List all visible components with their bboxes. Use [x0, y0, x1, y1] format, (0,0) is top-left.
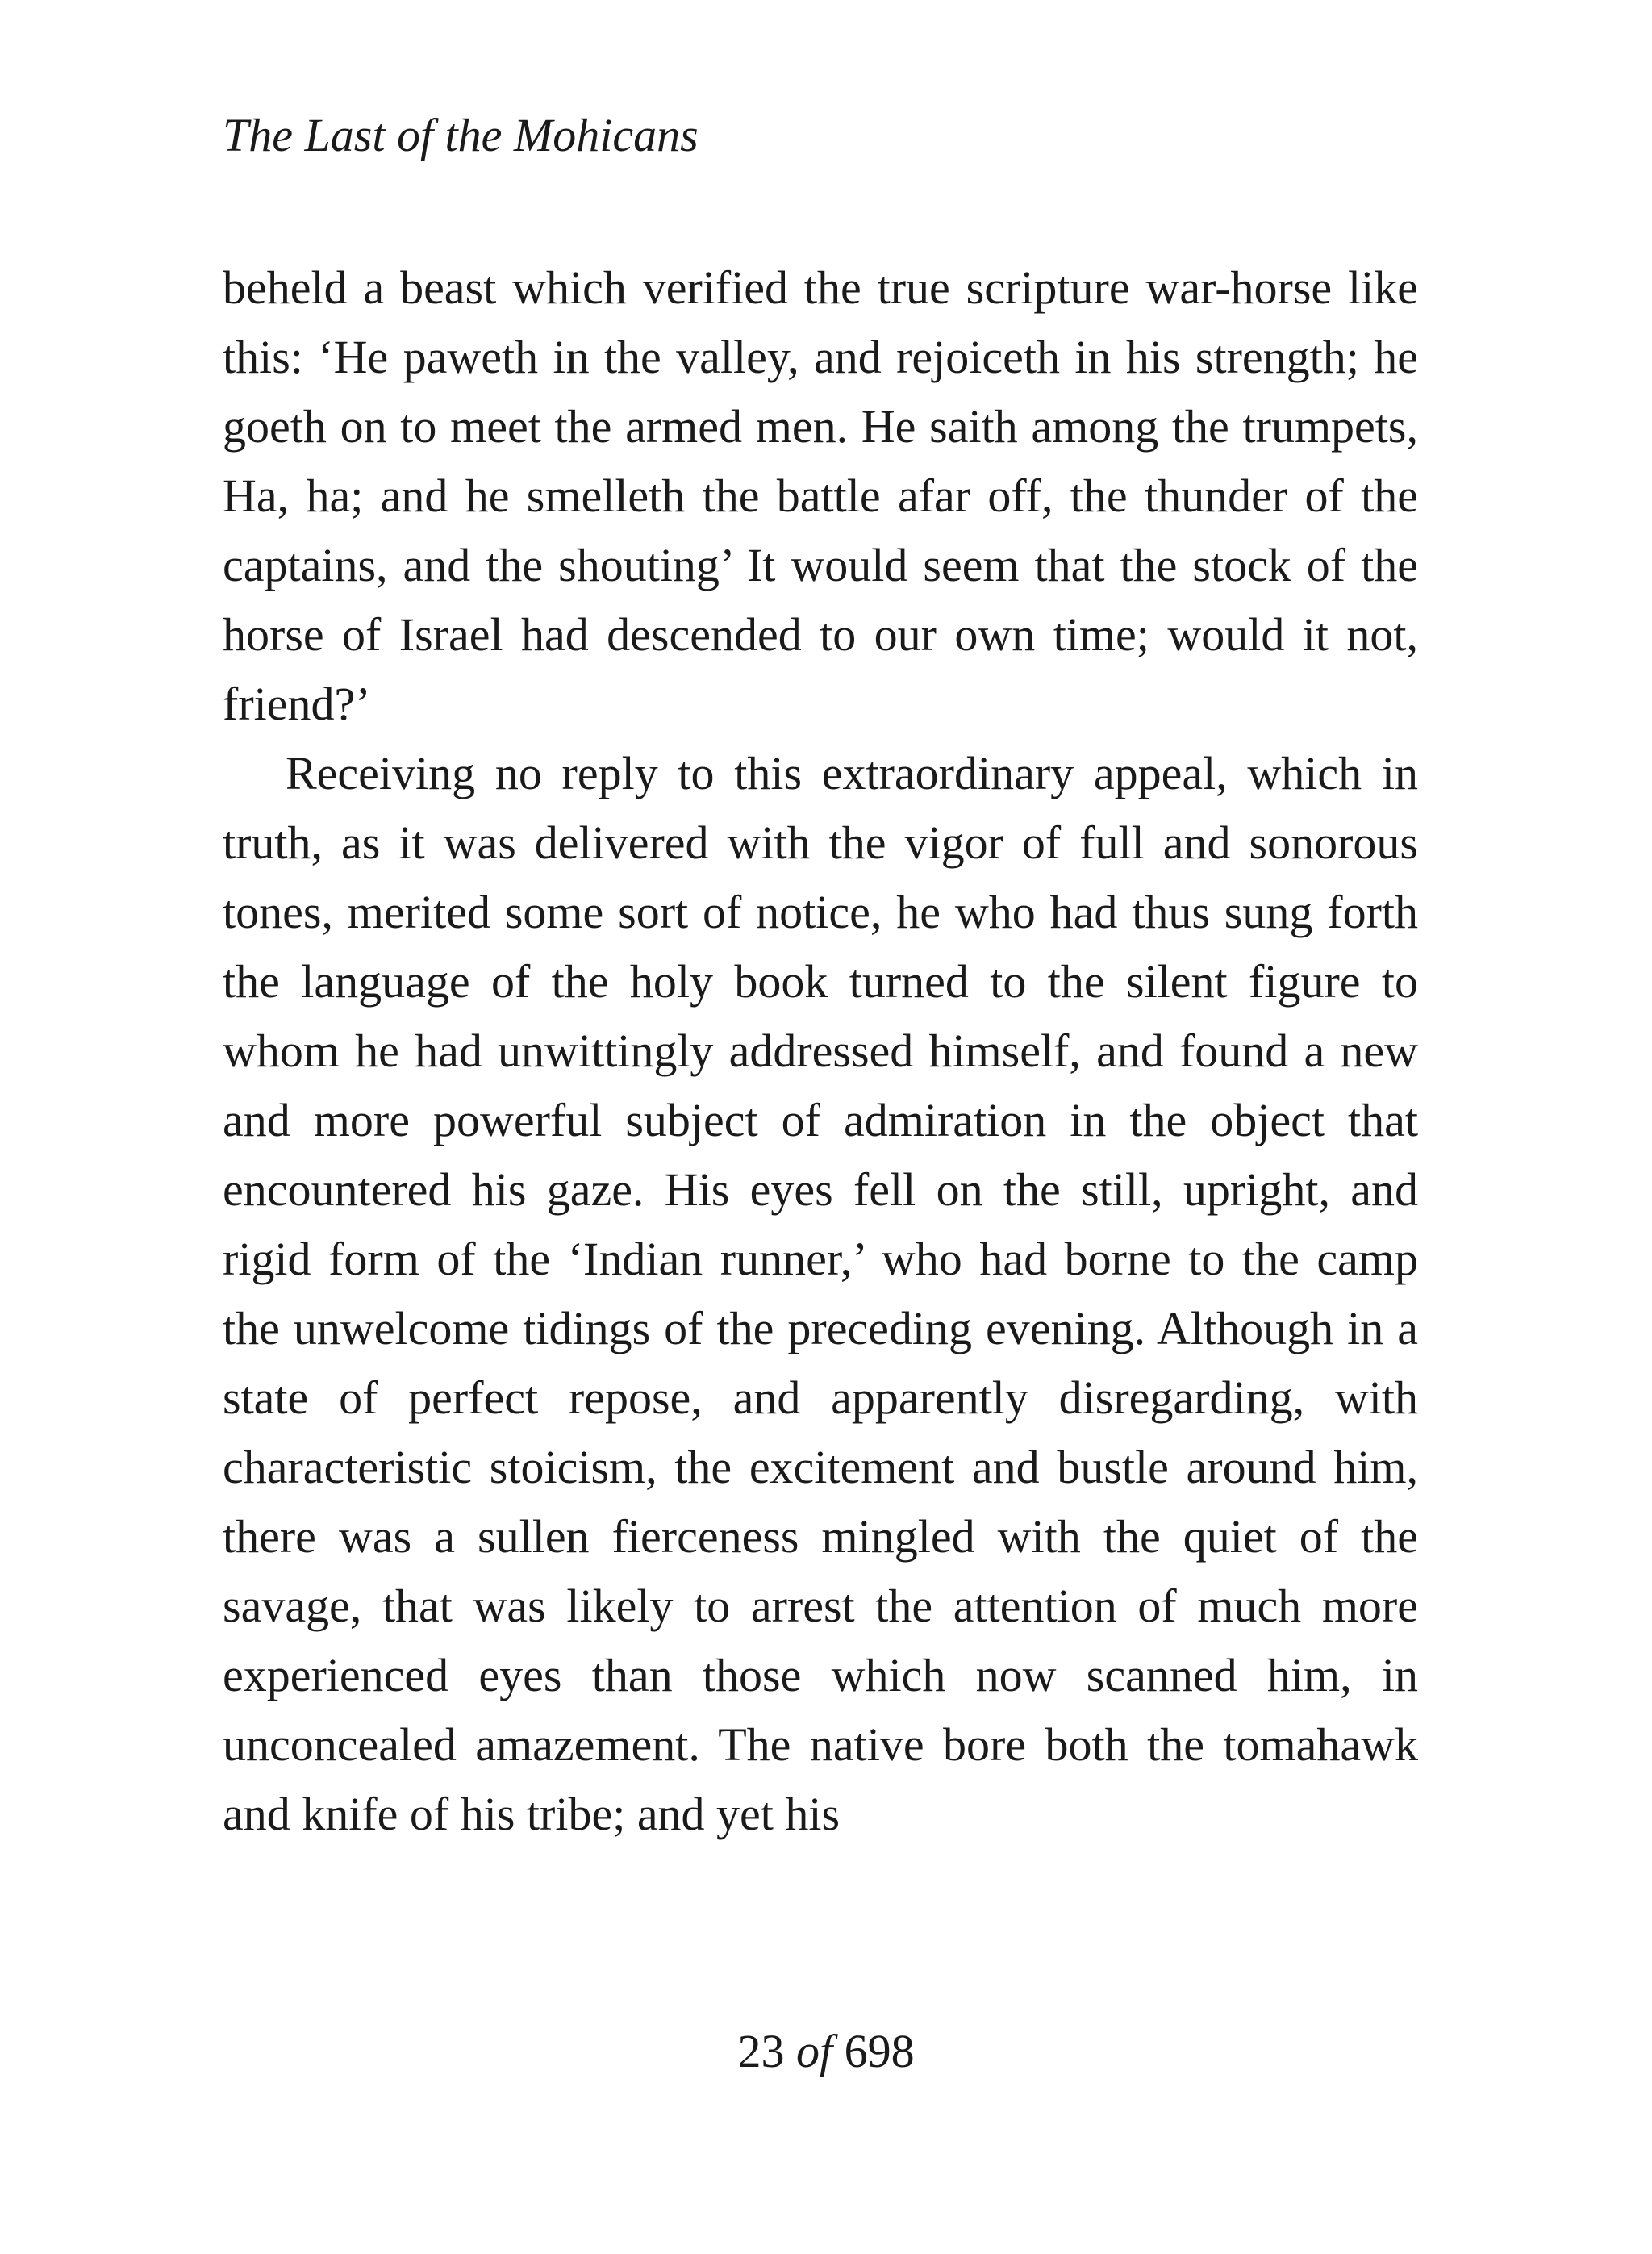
running-header-title: The Last of the Mohicans	[223, 109, 699, 161]
paragraph-receiving-no-reply: Receiving no reply to this extraordinary appeal, which in truth, as it was delivered with the vigor of full and sonorous tones, merited some sort of notice, he who had thus sung forth the language of the holy book turned to the silent figure to whom he had unwittingly addressed himself, and found a new and more powerful subject of admiration in the object that encountered his gaze. His eyes fell on the still, upright, and rigid form of the ‘Indian runner,’ who had borne to the camp the unwelcome tidings of the preceding evening. Although in a state of perfect repose, and apparently disregarding, with characteristic stoicism, the excitement and bustle around him, there was a sullen fierceness mingled with the quiet of the savage, that was likely to arrest the attention of much more experienced eyes than those which now scanned him, in unconcealed amazement. The native bore both the tomahawk and knife of his tribe; and yet his	[223, 747, 1418, 1840]
page-number-of: of	[795, 2025, 833, 2077]
paragraph-continued: beheld a beast which verified the true scripture war-horse like this: ‘He paweth in the valley, and rejoiceth in his strength; he goeth on to meet the armed men. He saith among the trumpets, Ha, ha; and he smelleth the battle afar off, the thunder of the captains, and the shouting’ It would seem that the stock of the horse of Israel had descended to our own time; would it not, friend?’	[223, 261, 1418, 730]
page-number-current: 23	[737, 2025, 785, 2077]
page-number-indicator	[0, 2019, 1652, 2084]
page-number-total: 698	[844, 2025, 915, 2077]
page-body-text	[223, 253, 1418, 1849]
